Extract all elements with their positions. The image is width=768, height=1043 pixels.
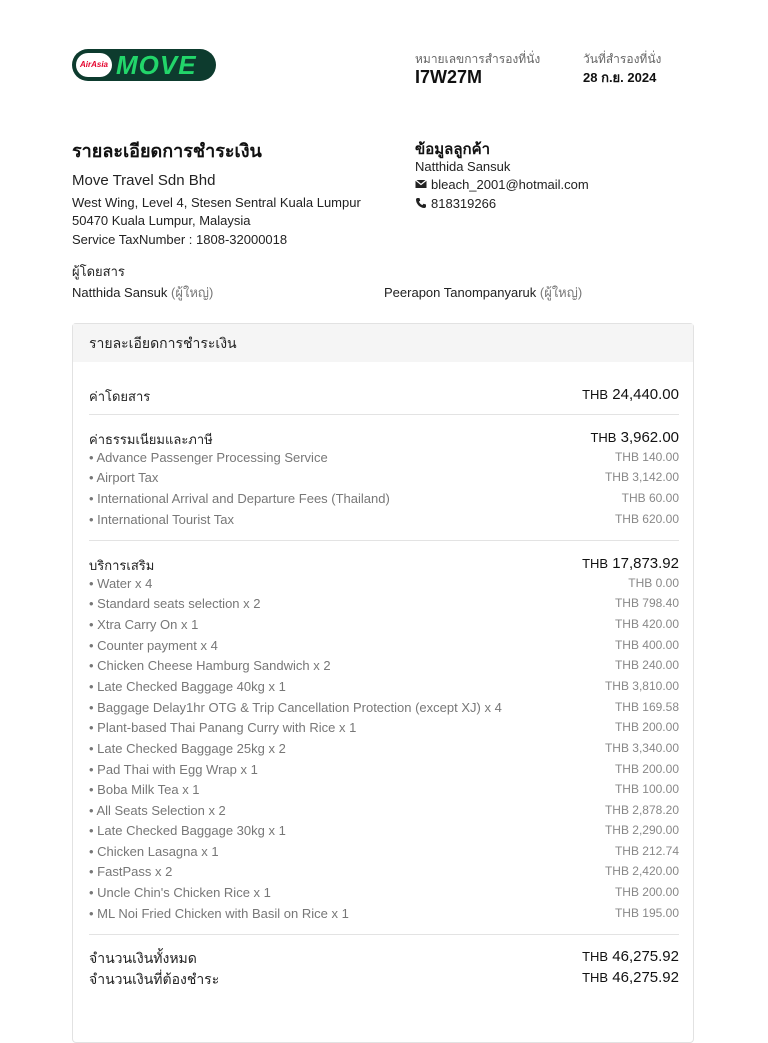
booking-date: 28 ก.ย. 2024 <box>583 70 657 85</box>
passenger-name: Natthida Sansuk <box>72 285 168 300</box>
due-label: จำนวนเงินที่ต้องชำระ <box>89 971 220 987</box>
customer-email-row <box>415 176 589 194</box>
addons-amount: THB 17,873.92 <box>582 555 679 572</box>
customer-email[interactable]: bleach_2001@hotmail.com <box>431 177 589 192</box>
card-title: รายละเอียดการชำระเงิน <box>73 324 693 362</box>
booking-date-label: วันที่สำรองที่นั่ง <box>583 52 662 66</box>
company-address-line-1: West Wing, Level 4, Stesen Sentral Kuala Lumpur <box>72 195 361 210</box>
phone-icon <box>415 197 427 209</box>
divider <box>89 414 679 415</box>
email-icon <box>415 178 427 190</box>
passenger-2 <box>384 284 582 302</box>
addons-label: บริการเสริม <box>89 558 155 573</box>
total-amount: THB 46,275.92 <box>582 948 679 965</box>
fees-amount: THB 3,962.00 <box>590 429 679 446</box>
airasia-move-logo <box>72 49 216 81</box>
passenger-1 <box>72 284 213 302</box>
total-label: จำนวนเงินทั้งหมด <box>89 950 197 966</box>
fare-amount: THB 24,440.00 <box>582 386 679 403</box>
passenger-type: (ผู้ใหญ่) <box>539 285 583 300</box>
passenger-type: (ผู้ใหญ่) <box>171 285 214 300</box>
company-address-line-2: 50470 Kuala Lumpur, Malaysia <box>72 213 251 228</box>
booking-code-label: หมายเลขการสำรองที่นั่ง <box>415 52 541 66</box>
company-tax-number: Service TaxNumber : 1808-32000018 <box>72 232 288 247</box>
payment-details-heading: รายละเอียดการชำระเงิน <box>72 141 262 161</box>
due-amount: THB 46,275.92 <box>582 969 679 986</box>
fare-label: ค่าโดยสาร <box>89 389 151 404</box>
company-name: Move Travel Sdn Bhd <box>72 172 216 189</box>
payment-details-card: รายละเอียดการชำระเงิน ค่าโดยสาร THB 24,440.00 ค่าธรรมเนียมและภาษี THB 3,962.00 • Advance Passenger Processing Service THB 140.00 • Airport Tax THB 3,142.00 • International Arrival and Departure Fees (Thailand) THB 60.00 • International Tourist Tax THB 620.00 บริการเสริม THB 17,873.92 • Water x 4 THB 0.00 • Standard seats selection x 2 THB 798.40 • Xtra Carry On x 1 THB 420.00 • Counter payment x 4 THB 400.00 • Chicken Cheese Hamburg Sandwich x 2 THB 240.00 • Late Checked Baggage 40kg x 1 THB 3,810.00 • Baggage Delay1hr OTG & Trip Cancellation Protection (except XJ) x 4 THB 169.58 • Plant-based Thai Panang Curry with Rice x 1 THB 200.00 • Late Checked Baggage 25kg x 2 THB 3,340.00 • Pad Thai with Egg Wrap x 1 THB 200.00 • Boba Milk Tea x 1 THB 100.00 • All Seats Selection x 2 THB 2,878.20 • Late Checked Baggage 30kg x 1 THB 2,290.00 • Chicken Lasagna x 1 THB 212.74 • FastPass x 2 THB 2,420.00 • Uncle Chin's Chicken Rice x 1 THB 200.00 • ML Noi Fried Chicken with Basil on Rice x 1 THB 195.00 จำนวนเงินทั้งหมด THB 46,275.92 จำนวนเงินที่ต้องชำระ THB 46,275.92 <box>72 323 694 1043</box>
customer-name: Natthida Sansuk <box>415 159 511 174</box>
customer-heading: ข้อมูลลูกค้า <box>415 141 491 158</box>
fees-label: ค่าธรรมเนียมและภาษี <box>89 432 213 447</box>
divider <box>89 934 679 935</box>
booking-code: I7W27M <box>415 67 483 87</box>
airasia-badge: AirAsia <box>76 53 112 77</box>
passengers-heading: ผู้โดยสาร <box>72 264 125 279</box>
customer-phone[interactable]: 818319266 <box>431 196 497 211</box>
divider <box>89 540 679 541</box>
customer-phone-row <box>415 195 496 213</box>
passenger-name: Peerapon Tanompanyaruk <box>384 285 537 300</box>
logo-wordmark: MOVE <box>116 50 197 80</box>
